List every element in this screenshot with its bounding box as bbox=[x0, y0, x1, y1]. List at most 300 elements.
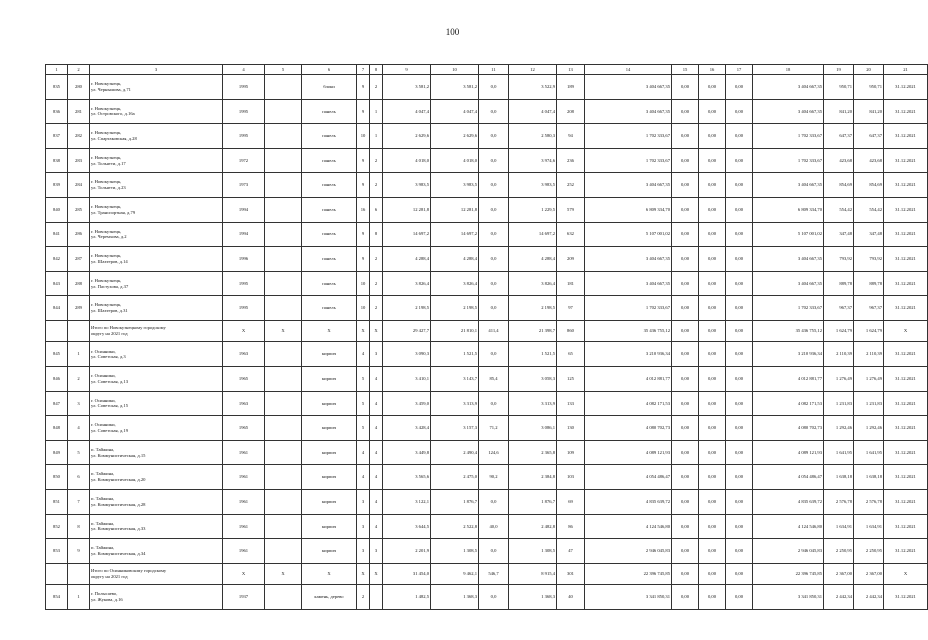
entrances-cell: 2 bbox=[370, 75, 383, 100]
cost-total-cell: 5 107 001,02 bbox=[585, 222, 672, 247]
address-cell bbox=[90, 490, 223, 515]
cost-regional-cell: 0,00 bbox=[699, 197, 726, 222]
max-unit-cost-cell: 2 110,39 bbox=[854, 342, 884, 367]
address-cell bbox=[90, 247, 223, 272]
max-unit-cost-cell: 1 231,83 bbox=[854, 391, 884, 416]
cost-regional-cell: 0,00 bbox=[699, 514, 726, 539]
residential-area-cell: 3 313,9 bbox=[509, 391, 557, 416]
total-area-cell: 14 697,2 bbox=[383, 222, 431, 247]
total-area-cell: 3 410,1 bbox=[383, 367, 431, 392]
floors-cell: 5 bbox=[357, 391, 370, 416]
residents-cell: 252 bbox=[557, 173, 585, 198]
address-line-1: г. Новокузнецк, bbox=[91, 179, 122, 185]
residential-area-cell: 8 915,4 bbox=[509, 563, 557, 585]
address-line-2: ул. Пастухова, д.37 bbox=[91, 283, 129, 289]
max-unit-cost-cell: 967,37 bbox=[854, 296, 884, 321]
max-unit-cost-cell: 1 641,95 bbox=[854, 440, 884, 465]
residential-area-cell: 1 876,7 bbox=[509, 490, 557, 515]
year-extra-cell bbox=[265, 367, 302, 392]
entrances-cell: 4 bbox=[370, 465, 383, 490]
address-cell bbox=[90, 320, 223, 342]
address-cell bbox=[90, 99, 223, 124]
cost-regional-cell: 0,00 bbox=[699, 148, 726, 173]
nonliving-area-cell: 0,0 bbox=[479, 342, 509, 367]
address-cell bbox=[90, 539, 223, 564]
deadline-cell: X bbox=[884, 563, 928, 585]
cost-local-cell: 0,00 bbox=[726, 197, 753, 222]
cost-owners-cell: 4 012 881,77 bbox=[753, 367, 824, 392]
wall-material-cell: панель bbox=[302, 148, 357, 173]
year-extra-cell bbox=[265, 490, 302, 515]
address-line-2: ул. Коммунистическая, д.33 bbox=[91, 526, 146, 532]
deadline-cell: 31.12.2021 bbox=[884, 490, 928, 515]
year-extra-cell bbox=[265, 124, 302, 149]
row-number-cell: 836 bbox=[46, 99, 68, 124]
deadline-cell: 31.12.2021 bbox=[884, 148, 928, 173]
deadline-cell: 31.12.2021 bbox=[884, 342, 928, 367]
address-line-1: г. Новокузнецк, bbox=[91, 130, 122, 136]
cost-total-cell: 3 404 667,35 bbox=[585, 173, 672, 198]
cost-federal-cell: 0,00 bbox=[672, 148, 699, 173]
year-cell: 1972 bbox=[223, 148, 265, 173]
cost-federal-cell: 0,00 bbox=[672, 416, 699, 441]
column-number-header: 6 bbox=[302, 65, 357, 75]
residents-cell: 130 bbox=[557, 416, 585, 441]
year-cell: X bbox=[223, 320, 265, 342]
cost-federal-cell: 0,00 bbox=[672, 320, 699, 342]
residential-area-cell: 3 974,6 bbox=[509, 148, 557, 173]
cost-regional-cell: 0,00 bbox=[699, 296, 726, 321]
cost-total-cell: 3 404 667,35 bbox=[585, 75, 672, 100]
residential-area-cell: 21 398,7 bbox=[509, 320, 557, 342]
cost-total-cell: 3 341 850,31 bbox=[585, 585, 672, 610]
column-number-row bbox=[46, 65, 928, 75]
cost-regional-cell: 0,00 bbox=[699, 124, 726, 149]
residential-area-cell: 4 288,4 bbox=[509, 247, 557, 272]
deadline-cell: 31.12.2021 bbox=[884, 367, 928, 392]
entrances-cell: 2 bbox=[370, 173, 383, 198]
residents-cell: 69 bbox=[557, 490, 585, 515]
cost-regional-cell: 0,00 bbox=[699, 465, 726, 490]
row-index-cell: 289 bbox=[68, 296, 90, 321]
nonliving-area-cell: 0,0 bbox=[479, 222, 509, 247]
row-number-cell: 843 bbox=[46, 271, 68, 296]
deadline-cell: 31.12.2021 bbox=[884, 440, 928, 465]
address-cell bbox=[90, 271, 223, 296]
residents-cell: 860 bbox=[557, 320, 585, 342]
year-cell: 1961 bbox=[223, 539, 265, 564]
residential-area-cell: 1 521,5 bbox=[509, 342, 557, 367]
residents-cell: 109 bbox=[557, 440, 585, 465]
deadline-cell: 31.12.2021 bbox=[884, 391, 928, 416]
cost-federal-cell: 0,00 bbox=[672, 124, 699, 149]
cost-regional-cell: 0,00 bbox=[699, 490, 726, 515]
row-number-cell: 846 bbox=[46, 367, 68, 392]
table-row bbox=[46, 416, 928, 441]
residents-cell: 86 bbox=[557, 514, 585, 539]
total-area-cell: 3 459,0 bbox=[383, 391, 431, 416]
column-number-header: 12 bbox=[509, 65, 557, 75]
address-cell bbox=[90, 563, 223, 585]
total-area-cell: 4 288,4 bbox=[383, 247, 431, 272]
year-extra-cell bbox=[265, 173, 302, 198]
living-area-cell: 3 826,4 bbox=[431, 271, 479, 296]
year-extra-cell bbox=[265, 465, 302, 490]
cost-local-cell: 0,00 bbox=[726, 440, 753, 465]
residential-area-cell: 4 047,4 bbox=[509, 99, 557, 124]
cost-total-cell: 4 089 121,93 bbox=[585, 440, 672, 465]
address-line-1: Итого по Осинниковскому городскому bbox=[91, 568, 167, 574]
residents-cell: 209 bbox=[557, 247, 585, 272]
address-line-2: ул. Шахтеров, д.31 bbox=[91, 308, 128, 314]
cost-owners-cell: 3 341 850,31 bbox=[753, 585, 824, 610]
living-area-cell: 1 521,5 bbox=[431, 342, 479, 367]
row-index-cell: 1 bbox=[68, 585, 90, 610]
address-line-2: ул. Коммунистическая, д.34 bbox=[91, 550, 146, 556]
max-unit-cost-cell: 854,69 bbox=[854, 173, 884, 198]
residential-area-cell: 1 229,5 bbox=[509, 197, 557, 222]
year-cell: X bbox=[223, 563, 265, 585]
year-extra-cell bbox=[265, 222, 302, 247]
residents-cell: 65 bbox=[557, 342, 585, 367]
address-line-2: ул. Островского, д.16а bbox=[91, 111, 135, 117]
column-number-header: 10 bbox=[431, 65, 479, 75]
cost-total-cell: 1 702 333,67 bbox=[585, 296, 672, 321]
nonliving-area-cell: 546,7 bbox=[479, 563, 509, 585]
address-line-2: ул. Чернышова, д.71 bbox=[91, 86, 131, 92]
wall-material-cell: кирпич bbox=[302, 539, 357, 564]
table-row bbox=[46, 197, 928, 222]
table-row bbox=[46, 148, 928, 173]
address-line-1: п. Тайжина, bbox=[91, 471, 115, 477]
floors-cell: 4 bbox=[357, 342, 370, 367]
year-extra-cell bbox=[265, 99, 302, 124]
wall-material-cell: X bbox=[302, 563, 357, 585]
max-unit-cost-cell: 889,78 bbox=[854, 271, 884, 296]
address-cell bbox=[90, 124, 223, 149]
cost-federal-cell: 0,00 bbox=[672, 222, 699, 247]
max-unit-cost-cell: 347,48 bbox=[854, 222, 884, 247]
cost-owners-cell: 3 404 667,35 bbox=[753, 173, 824, 198]
column-number-header: 3 bbox=[90, 65, 223, 75]
total-area-cell: 29 427,7 bbox=[383, 320, 431, 342]
nonliving-area-cell: 0,0 bbox=[479, 197, 509, 222]
nonliving-area-cell: 85,4 bbox=[479, 367, 509, 392]
entrances-cell: 3 bbox=[370, 539, 383, 564]
unit-cost-cell: 2 442,34 bbox=[824, 585, 854, 610]
entrances-cell: 2 bbox=[370, 271, 383, 296]
address-cell bbox=[90, 148, 223, 173]
cost-federal-cell: 0,00 bbox=[672, 539, 699, 564]
year-cell: 1973 bbox=[223, 173, 265, 198]
cost-owners-cell: 1 702 333,67 bbox=[753, 148, 824, 173]
address-line-1: п. Тайжина, bbox=[91, 520, 115, 526]
year-extra-cell bbox=[265, 271, 302, 296]
cost-total-cell: 22 396 745,85 bbox=[585, 563, 672, 585]
wall-material-cell: кирпич bbox=[302, 465, 357, 490]
table-row bbox=[46, 514, 928, 539]
year-cell: 1995 bbox=[223, 296, 265, 321]
cost-local-cell: 0,00 bbox=[726, 75, 753, 100]
cost-total-cell: 1 702 333,67 bbox=[585, 148, 672, 173]
floors-cell: 10 bbox=[357, 271, 370, 296]
living-area-cell: 9 462,1 bbox=[431, 563, 479, 585]
cost-regional-cell: 0,00 bbox=[699, 247, 726, 272]
floors-cell: 9 bbox=[357, 222, 370, 247]
max-unit-cost-cell: 647,37 bbox=[854, 124, 884, 149]
nonliving-area-cell: 0,0 bbox=[479, 124, 509, 149]
entrances-cell: 1 bbox=[370, 124, 383, 149]
cost-total-cell: 3 404 667,35 bbox=[585, 247, 672, 272]
unit-cost-cell: 793,92 bbox=[824, 247, 854, 272]
unit-cost-cell: 1 276,49 bbox=[824, 367, 854, 392]
address-line-2: ул. Жукова, д.16 bbox=[91, 597, 123, 603]
cost-federal-cell: 0,00 bbox=[672, 296, 699, 321]
wall-material-cell: панель bbox=[302, 222, 357, 247]
column-number-header: 13 bbox=[557, 65, 585, 75]
row-number-cell: 851 bbox=[46, 490, 68, 515]
living-area-cell: 1 876,7 bbox=[431, 490, 479, 515]
year-cell: 1961 bbox=[223, 440, 265, 465]
row-index-cell: 280 bbox=[68, 75, 90, 100]
floors-cell: 9 bbox=[357, 99, 370, 124]
cost-owners-cell: 3 404 667,35 bbox=[753, 99, 824, 124]
deadline-cell: 31.12.2021 bbox=[884, 271, 928, 296]
max-unit-cost-cell: 1 638,18 bbox=[854, 465, 884, 490]
cost-owners-cell: 4 089 121,93 bbox=[753, 440, 824, 465]
total-area-cell: 3 826,4 bbox=[383, 271, 431, 296]
deadline-cell: 31.12.2021 bbox=[884, 585, 928, 610]
cost-local-cell: 0,00 bbox=[726, 320, 753, 342]
living-area-cell: 3 157,3 bbox=[431, 416, 479, 441]
wall-material-cell: панель bbox=[302, 173, 357, 198]
table-row bbox=[46, 296, 928, 321]
row-index-cell: 282 bbox=[68, 124, 90, 149]
residential-area-cell: 2 365,8 bbox=[509, 440, 557, 465]
cost-owners-cell: 2 946 045,83 bbox=[753, 539, 824, 564]
housing-register-table bbox=[45, 64, 928, 610]
deadline-cell: 31.12.2021 bbox=[884, 465, 928, 490]
residents-cell: 40 bbox=[557, 585, 585, 610]
residential-area-cell: 3 058,3 bbox=[509, 367, 557, 392]
row-number-cell: 849 bbox=[46, 440, 68, 465]
floors-cell: 5 bbox=[357, 367, 370, 392]
year-extra-cell bbox=[265, 75, 302, 100]
living-area-cell: 12 281,8 bbox=[431, 197, 479, 222]
max-unit-cost-cell: 1 634,91 bbox=[854, 514, 884, 539]
cost-regional-cell: 0,00 bbox=[699, 539, 726, 564]
residents-cell: 236 bbox=[557, 148, 585, 173]
year-cell: 1995 bbox=[223, 99, 265, 124]
floors-cell: X bbox=[357, 563, 370, 585]
address-line-1: г. Новокузнецк, bbox=[91, 105, 122, 111]
address-line-2: ул. Тольятти, д.17 bbox=[91, 160, 126, 166]
entrances-cell: 4 bbox=[370, 416, 383, 441]
cost-owners-cell: 1 702 333,67 bbox=[753, 124, 824, 149]
deadline-cell: 31.12.2021 bbox=[884, 539, 928, 564]
nonliving-area-cell: 0,0 bbox=[479, 271, 509, 296]
cost-owners-cell: 4 124 546,80 bbox=[753, 514, 824, 539]
residents-cell: 97 bbox=[557, 296, 585, 321]
unit-cost-cell: 1 634,91 bbox=[824, 514, 854, 539]
address-line-2: округу на 2021 год bbox=[91, 331, 128, 337]
column-number-header: 18 bbox=[753, 65, 824, 75]
floors-cell: 3 bbox=[357, 490, 370, 515]
living-area-cell: 4 047,4 bbox=[431, 99, 479, 124]
total-area-cell: 3 644,5 bbox=[383, 514, 431, 539]
cost-total-cell: 6 809 334,70 bbox=[585, 197, 672, 222]
deadline-cell: 31.12.2021 bbox=[884, 514, 928, 539]
nonliving-area-cell: 90,2 bbox=[479, 465, 509, 490]
cost-regional-cell: 0,00 bbox=[699, 222, 726, 247]
residents-cell: 94 bbox=[557, 124, 585, 149]
cost-local-cell: 0,00 bbox=[726, 563, 753, 585]
address-cell bbox=[90, 440, 223, 465]
year-cell: 1963 bbox=[223, 391, 265, 416]
address-line-2: ул. Транспортная, д.79 bbox=[91, 209, 136, 215]
cost-local-cell: 0,00 bbox=[726, 124, 753, 149]
floors-cell: 16 bbox=[357, 197, 370, 222]
max-unit-cost-cell: 2 576,78 bbox=[854, 490, 884, 515]
row-number-cell: 847 bbox=[46, 391, 68, 416]
year-cell: 1961 bbox=[223, 465, 265, 490]
nonliving-area-cell: 0,0 bbox=[479, 539, 509, 564]
nonliving-area-cell: 0,0 bbox=[479, 391, 509, 416]
nonliving-area-cell: 0,0 bbox=[479, 490, 509, 515]
living-area-cell: 14 697,2 bbox=[431, 222, 479, 247]
year-cell: 1961 bbox=[223, 514, 265, 539]
total-area-cell: 2 198,5 bbox=[383, 296, 431, 321]
row-index-cell: 284 bbox=[68, 173, 90, 198]
column-number-header: 11 bbox=[479, 65, 509, 75]
nonliving-area-cell: 0,0 bbox=[479, 99, 509, 124]
cost-federal-cell: 0,00 bbox=[672, 514, 699, 539]
column-number-header: 14 bbox=[585, 65, 672, 75]
cost-total-cell: 1 702 333,67 bbox=[585, 124, 672, 149]
row-index-cell: 8 bbox=[68, 514, 90, 539]
cost-owners-cell: 3 404 667,35 bbox=[753, 75, 824, 100]
residential-area-cell: 2 384,8 bbox=[509, 465, 557, 490]
wall-material-cell: кирпич bbox=[302, 391, 357, 416]
wall-material-cell: кирпич bbox=[302, 342, 357, 367]
nonliving-area-cell: 40,0 bbox=[479, 514, 509, 539]
address-line-1: г. Новокузнецк, bbox=[91, 277, 122, 283]
cost-local-cell: 0,00 bbox=[726, 514, 753, 539]
cost-local-cell: 0,00 bbox=[726, 173, 753, 198]
table-row bbox=[46, 539, 928, 564]
wall-material-cell: камень, дерево bbox=[302, 585, 357, 610]
wall-material-cell: панель bbox=[302, 247, 357, 272]
residents-cell: 208 bbox=[557, 99, 585, 124]
cost-local-cell: 0,00 bbox=[726, 465, 753, 490]
total-area-cell: 3 122,1 bbox=[383, 490, 431, 515]
unit-cost-cell: 423,68 bbox=[824, 148, 854, 173]
year-cell: 1963 bbox=[223, 342, 265, 367]
cost-local-cell: 0,00 bbox=[726, 148, 753, 173]
row-number-cell: 835 bbox=[46, 75, 68, 100]
living-area-cell: 1 308,5 bbox=[431, 539, 479, 564]
cost-local-cell: 0,00 bbox=[726, 222, 753, 247]
address-line-2: ул. Советская, д.15 bbox=[91, 403, 129, 409]
residents-cell: 103 bbox=[557, 465, 585, 490]
entrances-cell: 4 bbox=[370, 490, 383, 515]
page-number: 100 bbox=[445, 27, 460, 37]
row-number-cell: 845 bbox=[46, 342, 68, 367]
address-line-2: ул. Тольятти, д.23 bbox=[91, 185, 126, 191]
row-index-cell bbox=[68, 563, 90, 585]
cost-federal-cell: 0,00 bbox=[672, 197, 699, 222]
total-area-cell: 3 983,5 bbox=[383, 173, 431, 198]
max-unit-cost-cell: 1 292,46 bbox=[854, 416, 884, 441]
cost-federal-cell: 0,00 bbox=[672, 247, 699, 272]
cost-federal-cell: 0,00 bbox=[672, 367, 699, 392]
residential-area-cell: 3 983,5 bbox=[509, 173, 557, 198]
unit-cost-cell: 1 638,18 bbox=[824, 465, 854, 490]
row-number-cell bbox=[46, 563, 68, 585]
row-index-cell: 288 bbox=[68, 271, 90, 296]
floors-cell: 10 bbox=[357, 296, 370, 321]
floors-cell: 9 bbox=[357, 75, 370, 100]
residential-area-cell: 1 368,3 bbox=[509, 585, 557, 610]
column-number-header: 4 bbox=[223, 65, 265, 75]
entrances-cell: 1 bbox=[370, 99, 383, 124]
unit-cost-cell: 889,78 bbox=[824, 271, 854, 296]
wall-material-cell: кирпич bbox=[302, 490, 357, 515]
row-number-cell: 841 bbox=[46, 222, 68, 247]
row-number-cell bbox=[46, 320, 68, 342]
year-extra-cell bbox=[265, 440, 302, 465]
cost-total-cell: 35 436 755,12 bbox=[585, 320, 672, 342]
nonliving-area-cell: 0,0 bbox=[479, 148, 509, 173]
max-unit-cost-cell: 2 250,95 bbox=[854, 539, 884, 564]
row-number-cell: 840 bbox=[46, 197, 68, 222]
row-number-cell: 842 bbox=[46, 247, 68, 272]
year-cell: 1995 bbox=[223, 75, 265, 100]
address-line-2: ул. Советская, д.3 bbox=[91, 354, 126, 360]
unit-cost-cell: 2 576,78 bbox=[824, 490, 854, 515]
floors-cell: 3 bbox=[357, 514, 370, 539]
address-cell bbox=[90, 342, 223, 367]
row-number-cell: 850 bbox=[46, 465, 68, 490]
living-area-cell: 2 198,5 bbox=[431, 296, 479, 321]
unit-cost-cell: 647,37 bbox=[824, 124, 854, 149]
row-number-cell: 837 bbox=[46, 124, 68, 149]
address-cell bbox=[90, 391, 223, 416]
living-area-cell: 1 368,3 bbox=[431, 585, 479, 610]
entrances-cell: X bbox=[370, 320, 383, 342]
unit-cost-cell: 1 292,46 bbox=[824, 416, 854, 441]
floors-cell: 9 bbox=[357, 173, 370, 198]
row-number-cell: 852 bbox=[46, 514, 68, 539]
cost-owners-cell: 5 107 001,02 bbox=[753, 222, 824, 247]
floors-cell: 10 bbox=[357, 124, 370, 149]
address-cell bbox=[90, 514, 223, 539]
max-unit-cost-cell: 950,71 bbox=[854, 75, 884, 100]
subtotal-row bbox=[46, 320, 928, 342]
max-unit-cost-cell: 841,20 bbox=[854, 99, 884, 124]
table-row bbox=[46, 391, 928, 416]
cost-total-cell: 3 404 667,35 bbox=[585, 271, 672, 296]
cost-total-cell: 3 210 936,34 bbox=[585, 342, 672, 367]
row-index-cell: 281 bbox=[68, 99, 90, 124]
deadline-cell: 31.12.2021 bbox=[884, 173, 928, 198]
column-number-header: 2 bbox=[68, 65, 90, 75]
cost-federal-cell: 0,00 bbox=[672, 563, 699, 585]
total-area-cell: 4 018,0 bbox=[383, 148, 431, 173]
cost-regional-cell: 0,00 bbox=[699, 173, 726, 198]
cost-regional-cell: 0,00 bbox=[699, 75, 726, 100]
address-line-1: Итого по Новокузнецкому городскому bbox=[91, 325, 166, 331]
